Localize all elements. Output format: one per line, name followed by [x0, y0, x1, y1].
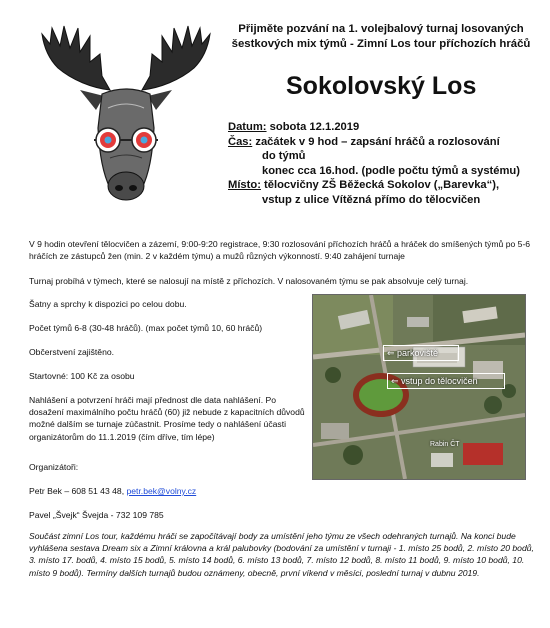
team-count-text: Počet týmů 6-8 (30-48 hráčů). (max počet týmů 10, 60 hráčů)	[29, 323, 263, 333]
registration-paragraph: Nahlášení a potvrzení hráči mají přednost dle data nahlášení. Po dosažení maximálního počtu hráčů (60) již nebude z kapacitních důvodů možné dalším se turnaje zúčastnit. Prosíme tedy o nahlášení účasti organizátorům do 11.1.2019 (čím dříve, tím lépe)	[29, 395, 305, 442]
aerial-map	[312, 294, 526, 480]
organizer-2: Pavel „Švejk“ Švejda - 732 109 785	[29, 510, 164, 520]
info-block	[228, 120, 520, 208]
map-label-parking-text: parkoviště	[397, 348, 439, 358]
fee-text: Startovné: 100 Kč za osobu	[29, 371, 135, 381]
datum-label: Datum:	[228, 121, 267, 133]
organizers-label: Organizátoři:	[29, 462, 79, 472]
schedule-paragraph: V 9 hodin otevření tělocvičen a zázemí, 9:00-9:20 registrace, 9:30 rozlosování příchozích hráčů a hráček do smíšených týmů po 5-6 hráčích ze zástupců žen (min. 2 v každém týmu) a mužů různých výkonností. 9:40 zahájení turnaje	[29, 239, 531, 262]
map-label-parking: ⇐ parkoviště	[383, 345, 459, 361]
cas-label: Čas:	[228, 135, 253, 148]
map-label-street: Rabin ČT	[430, 441, 460, 448]
misto-value-1: tělocvičny ZŠ Běžecká Sokolov („Barevka“),	[260, 179, 500, 192]
organizer-1-email-link[interactable]: petr.bek@volny.cz	[126, 486, 197, 496]
organizer-1	[29, 485, 309, 497]
datum-value: sobota 12.1.2019	[266, 121, 360, 133]
facilities-text: Šatny a sprchy k dispozici po celou dobu.	[29, 299, 187, 309]
map-label-entrance-text: vstup do tělocvičen	[401, 376, 478, 386]
moose-icon	[32, 18, 220, 216]
map-label-entrance: ⇐ vstup do tělocvičen	[387, 373, 505, 389]
organizer-1-name: Petr Bek – 608 51 43 48,	[29, 486, 127, 496]
header-line-1: Přijměte pozvání na 1. volejbalový turnaj losovaných	[238, 23, 524, 35]
page-title: Sokolovský Los	[286, 72, 477, 100]
header-line-2: šestkových mix týmů - Zimní Los tour příchozích hráčů	[231, 37, 531, 50]
cas-value-2: do týmů	[262, 150, 306, 163]
refreshments-text: Občerstvení zajištěno.	[29, 347, 115, 357]
footer-paragraph: Součást zimní Los tour, každému hráči se započítávají body za umístění jeho týmu ze všech odehraných turnajů. Na konci bude vyhlášena sestava Dream six a Zimní královna a král palubovky (bodování za umístění v turnaji - 1. místo 25 bodů, 2. místo 20 bodů, 3. místo 17. bodů, 4. místo 15 bodů, 5. místo 14 bodů, 6. místo 13 bodů, 7. místo 12 bodů, 8. místo 11 bodů, 9. místo 10 bodů, 10. místo 9 bodů). Termíny dalších turnajů budou oznámeny, obecně, první víkend v měsíci, poslední turnaj v dubnu 2019.	[29, 531, 534, 578]
cas-value-1: začátek v 9 hod – zapsání hráčů a rozlosování	[252, 135, 500, 148]
misto-label: Místo:	[228, 179, 261, 192]
teams-paragraph: Turnaj probíhá v týmech, které se nalosují na místě z příchozích. V nalosovaném týmu se pak absolvuje celý turnaj.	[29, 276, 469, 286]
misto-value-2: vstup z ulice Vítězná přímo do tělocvičen	[262, 193, 481, 206]
moose-logo	[32, 18, 220, 216]
cas-value-3: konec cca 16.hod. (podle počtu týmů a systému)	[262, 164, 520, 177]
